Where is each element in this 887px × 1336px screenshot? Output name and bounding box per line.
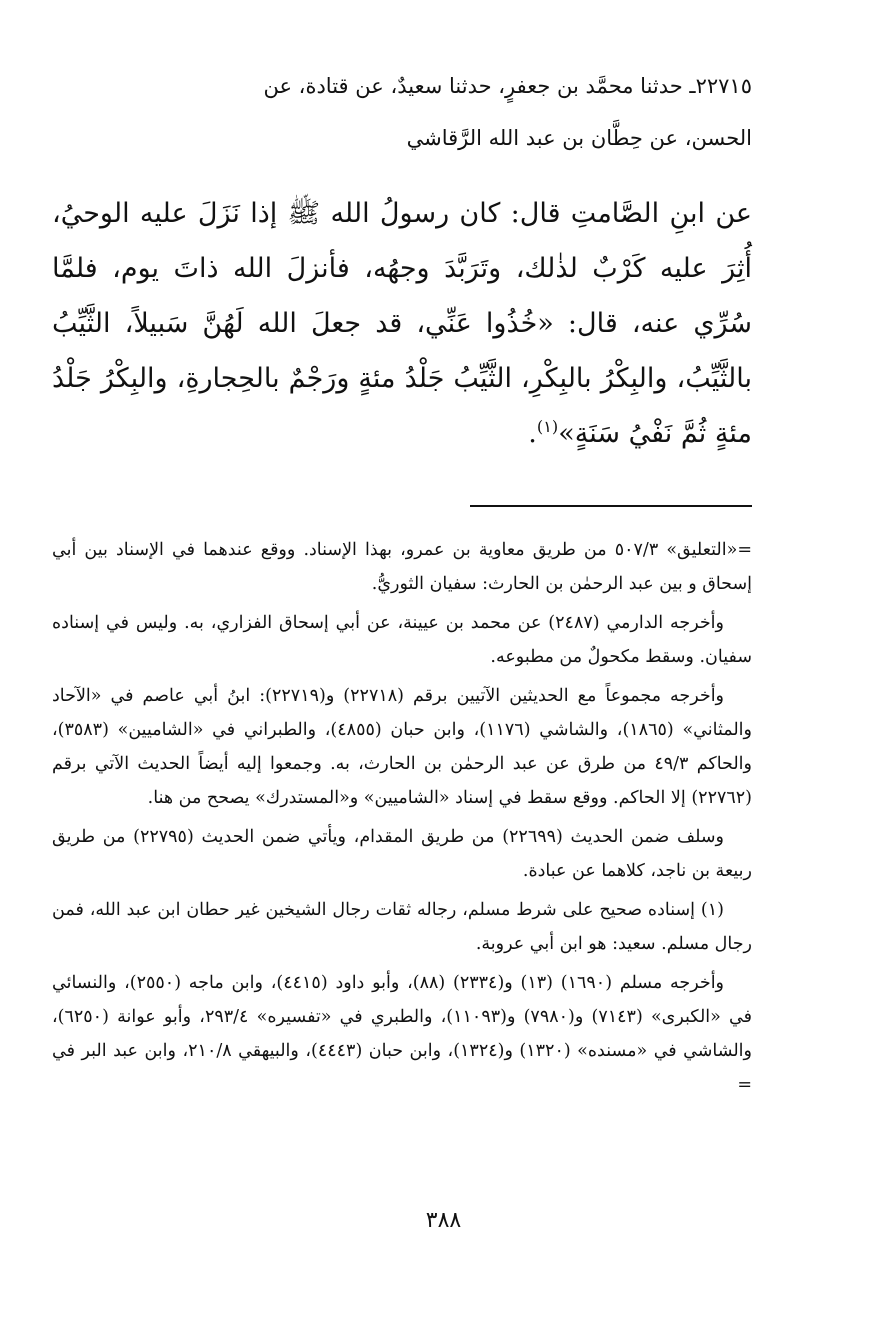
- footnote-paragraph: (١) إسناده صحيح على شرط مسلم، رجاله ثقات رجال الشيخين غير حطان ابن عبد الله، فمن رجال مسلم. سعيد: هو ابن أبي عروبة.: [52, 900, 752, 954]
- page-number: ٣٨٨: [425, 1208, 462, 1233]
- footnote-marker: (١): [536, 417, 559, 436]
- matn-text: عن ابنِ الصَّامتِ قال: كان رسولُ الله ﷺ إذا نَزَلَ عليه الوحيُ، أُثِرَ عليه كَرْبٌ لذٰلك، وتَرَبَّدَ وجهُه، فأنزلَ الله ذاتَ يوم، فلمَّا سُرِّي عنه، قال: «خُذُوا عَنِّي، قد جعلَ الله لَهُنَّ سَبيلاً، الثَّيِّبُ بالثَّيِّبُ، والبِكْرُ بالبِكْرِ، الثَّيِّبُ جَلْدُ مئةٍ ورَجْمٌ بالحِجارةِ، والبِكْرُ جَلْدُ مئةٍ ثُمَّ نَفْيُ سَنَةٍ»: [52, 198, 752, 449]
- page-body: [52, 60, 752, 1107]
- footnote-paragraph: وأخرجه الدارمي (٢٤٨٧) عن محمد بن عيينة، عن أبي إسحاق الفزاري، به. وليس في إسناده سفيان. وسقط مكحولٌ من مطبوعه.: [52, 613, 752, 667]
- isnad-line-1: ٢٢٧١٥ـ حدثنا محمَّد بن جعفرٍ، حدثنا سعيدٌ، عن قتادة، عن: [263, 74, 752, 98]
- hadith-matn: عن ابنِ الصَّامتِ قال: كان رسولُ الله ﷺ إذا نَزَلَ عليه الوحيُ، أُثِرَ عليه كَرْبٌ لذٰلك، وتَرَبَّدَ وجهُه، فأنزلَ الله ذاتَ يوم، فلمَّا سُرِّي عنه، قال: «خُذُوا عَنِّي، قد جعلَ الله لَهُنَّ سَبيلاً، الثَّيِّبُ بالثَّيِّبُ، والبِكْرُ بالبِكْرِ، الثَّيِّبُ جَلْدُ مئةٍ ورَجْمٌ بالحِجارةِ، والبِكْرُ جَلْدُ مئةٍ ثُمَّ نَفْيُ سَنَةٍ»$^{(١)}$.: [52, 198, 752, 449]
- footnote-paragraph: وأخرجه مسلم (١٦٩٠) (١٣) و(٢٣٣٤) (٨٨)، وأبو داود (٤٤١٥)، وابن ماجه (٢٥٥٠)، والنسائي في «الكبرى» (٧١٤٣) و(٧٩٨٠) و(١١٠٩٣)، والطبري في «تفسيره» ٢٩٣/٤، وأبو عوانة (٦٢٥٠)، والشاشي في «مسنده» (١٣٢٠) و(١٣٢٤)، وابن حبان (٤٤٤٣)، والبيهقي ٢١٠/٨، وابن عبد البر في =: [52, 973, 753, 1095]
- footnote-paragraph: وأخرجه مجموعاً مع الحديثين الآتيين برقم (٢٢٧١٨) و(٢٢٧١٩): ابنُ أبي عاصم في «الآحاد والمثاني» (١٨٦٥)، والشاشي (١١٧٦)، وابن حبان (٤٨٥٥)، والطبراني في «الشاميين» (٣٥٨٣)، والحاكم ٤٩/٣ من طرق عن عبد الرحمٰن بن الحارث، به. وجمعوا إليه أيضاً الحديث الآتي برقم (٢٢٧٦٢) إلا الحاكم. ووقع سقط في إسناد «الشاميين» و«المستدرك» يصحح من هنا.: [52, 686, 752, 808]
- footnote-paragraph: وسلف ضمن الحديث (٢٢٦٩٩) من طريق المقدام، ويأتي ضمن الحديث (٢٢٧٩٥) من طريق ربيعة بن ناجد، كلاهما عن عبادة.: [52, 827, 752, 881]
- footnote-paragraph: =«التعليق» ٥٠٧/٣ من طريق معاوية بن عمرو، بهذا الإسناد. ووقع عندهما في الإسناد بين أبي إسحاق و بين عبد الرحمٰن بن الحارث: سفيان الثوريُّ.: [52, 540, 753, 594]
- hadith-isnad: [52, 60, 752, 164]
- isnad-line-2: الحسن، عن حِطَّان بن عبد الله الرَّقاشي: [406, 126, 752, 150]
- footnote-separator: [470, 505, 752, 507]
